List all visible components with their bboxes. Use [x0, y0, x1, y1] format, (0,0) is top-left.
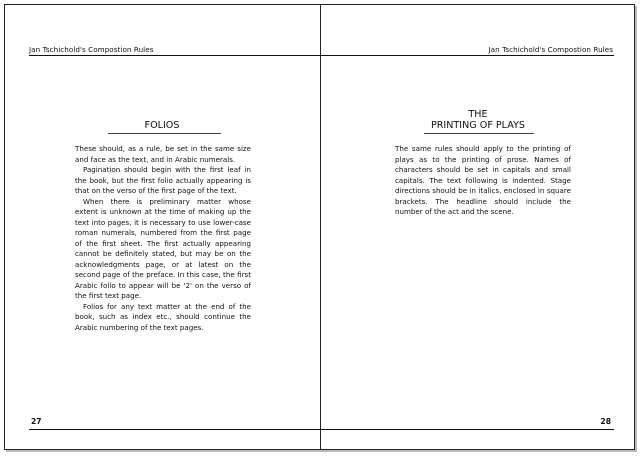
right-head-rule — [321, 55, 614, 56]
right-running-head: Jan Tschichold's Compostion Rules — [488, 45, 613, 54]
right-foot-rule — [321, 429, 614, 430]
paragraph: These should, as a rule, be set in the same size and face as the text, and in Arabic numerals. — [75, 144, 251, 164]
left-running-head: Jan Tschichold's Compostion Rules — [29, 45, 154, 54]
paragraph: When there is preliminary matter whose extent is unknown at the time of making up the text into pages, it is necessary to use lower-case roman numerals, numbered from the first page of the first sheet. The first actually appearing cannot be definitely stated, but may be on the acknowledgments page, or at latest on the second page of the preface. In this case, the first Arabic folio to appear will be '2' on the verso of the first text page. — [75, 196, 251, 300]
left-head-rule — [29, 55, 320, 56]
left-page — [5, 5, 320, 449]
paragraph: Folios for any text matter at the end of the book, such as index etc., should continue the Arabic numbering of the text pages. — [75, 301, 251, 332]
paragraph: The same rules should apply to the printing of plays as to the printing of prose. Names of characters should be set in capitals and small capitals. The text following is indented. Stage directions should be in italics, enclosed in square brackets. The headline should include the number of the act and the scene. — [395, 144, 571, 216]
book-spread — [4, 4, 635, 450]
right-title-line-2: PRINTING OF PLAYS — [430, 120, 526, 131]
left-title-rule — [108, 133, 221, 134]
left-page-title: FOLIOS — [144, 120, 180, 131]
right-title-rule — [424, 133, 534, 134]
left-foot-rule — [29, 429, 320, 430]
right-folio: 28 — [600, 417, 611, 426]
paragraph: Pagination should begin with the first leaf in the book, but the first folio actually appearing is that on the verso of the first page of the text. — [75, 165, 251, 195]
right-page-title — [391, 109, 565, 131]
right-body-text — [395, 144, 571, 218]
right-title-line-1: THE — [468, 109, 488, 120]
right-page — [321, 5, 636, 449]
left-folio: 27 — [31, 417, 42, 426]
left-body-text — [75, 144, 251, 333]
